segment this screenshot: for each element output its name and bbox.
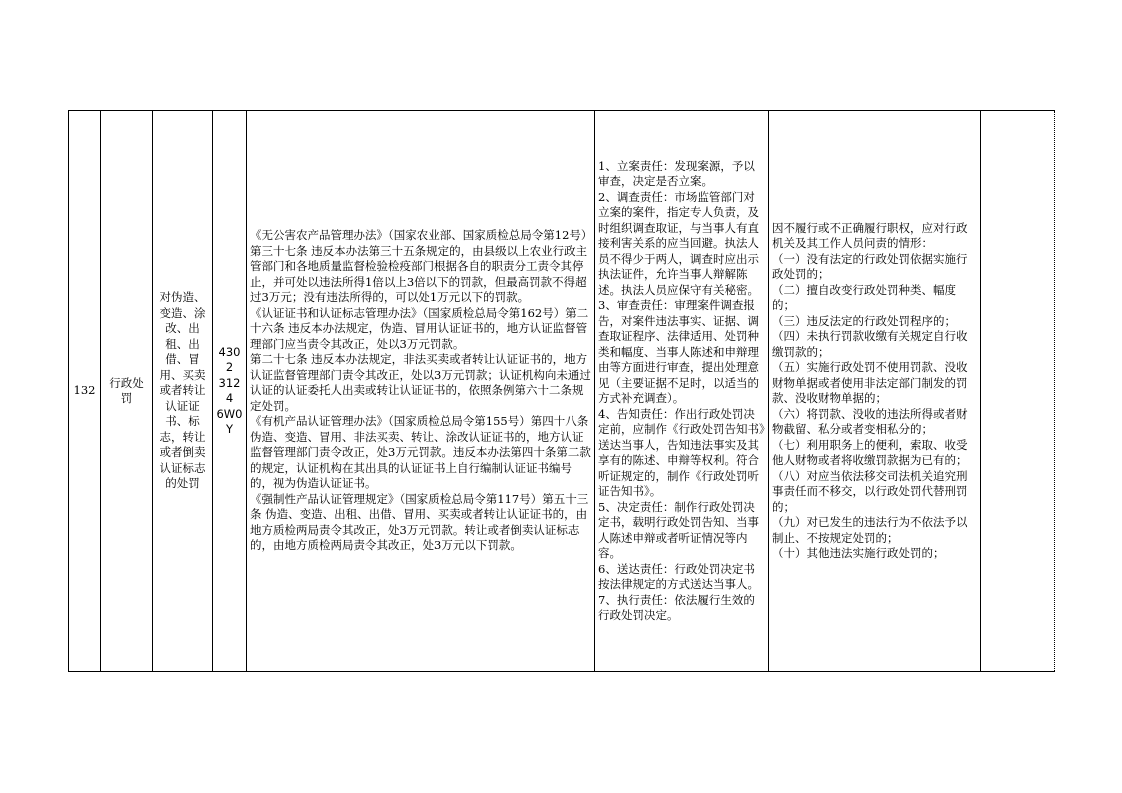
responsibility-item: 5、决定责任：制作行政处罚决定书，载明行政处罚告知、当事人陈述申辩或者听证情况等内容。	[598, 499, 759, 560]
accountability-item: （四）未执行罚款收缴有关规定自行收缴罚款的；	[772, 329, 968, 359]
accountability-item: （十）其他违法实施行政处罚的；	[772, 546, 945, 560]
accountability-item: （九）对已发生的违法行为不依法予以制止、不按规定处罚的；	[772, 515, 968, 545]
legal-basis-paragraph: 《无公害农产品管理办法》（国家农业部、国家质检总局令第12号）第三十七条 违反本办法第三十五条规定的，由县级以上农业行政主管部门和各地质量监督检验检疫部门根据各自的职责分工责令其停止，并可处以违法所得1倍以上3倍以下的罚款，但最高罚款不得超过3万元；没有违法所得的，可以处1万元以下的罚款。	[250, 228, 588, 305]
power-category: 行政处罚	[101, 111, 153, 672]
item-code	[213, 111, 247, 672]
item-code-line: 3124	[218, 375, 241, 405]
accountability-item: （一）没有法定的行政处罚依据实施行政处罚的；	[772, 251, 968, 281]
item-code-line: 4302	[218, 344, 241, 374]
responsibility-item: 3、审查责任：审理案件调查报告，对案件违法事实、证据、调查取证程序、法律适用、处罚种类和幅度、当事人陈述和申辩理由等方面进行审查，提出处理意见（主要证据不足时，以适当的方式补充调查）。	[598, 298, 759, 405]
remarks-cell	[981, 111, 1055, 672]
accountability-item: （二）擅自改变行政处罚种类、幅度的；	[772, 282, 956, 312]
responsibility-item: 6、送达责任：行政处罚决定书按法律规定的方式送达当事人。	[598, 561, 759, 591]
accountability-item: 因不履行或不正确履行职权，应对行政机关及其工作人员问责的情形：	[772, 220, 968, 250]
legal-basis-paragraph: 《强制性产品认证管理规定》（国家质检总局令第117号）第五十三条 伪造、变造、出租、出借、冒用、买卖或者转让认证证书的，由地方质检两局责令其改正，处3万元罚款。转让或者倒卖认证标志的，由地方质检两局责令其改正，处3万元以下罚款。	[250, 491, 589, 553]
responsibility-items	[595, 111, 769, 672]
item-name: 对伪造、变造、涂改、出租、出借、冒用、买卖或者转让认证证书、标志，转让或者倒卖认证标志的处罚	[153, 111, 213, 672]
legal-basis-paragraph: 第二十七条 违反本办法规定，非法买卖或者转让认证证书的，地方认证监督管理部门责令其改正，处以3万元罚款；认证机构向未通过认证的认证委托人出卖或转让认证证书的，依照条例第六十二条规定处罚。	[250, 352, 591, 413]
accountability-item: （六）将罚款、没收的违法所得或者财物截留、私分或者变相私分的；	[772, 406, 968, 436]
legal-basis-paragraph: 《有机产品认证管理办法》（国家质检总局令第155号）第四十八条 伪造、变造、冒用、非法买卖、转让、涂改认证证书的，地方认证监督管理部门责令改正，处3万元罚款。违反本办法第四十条第二款的规定，认证机构在其出具的认证证书上自行编制认证证书编号的，视为伪造认证证书。	[250, 414, 591, 491]
power-list-table	[68, 110, 1055, 672]
legal-basis	[247, 111, 595, 672]
accountability-item: （五）实施行政处罚不使用罚款、没收财物单据或者使用非法定部门制发的罚款、没收财物单据的；	[772, 360, 968, 405]
responsibility-item: 1、立案责任：发现案源，予以审查，决定是否立案。	[598, 158, 755, 188]
table-row	[69, 111, 1055, 672]
row-number: 132	[69, 111, 101, 672]
item-code-line: Y	[225, 422, 234, 436]
accountability-item: （三）违反法定的行政处罚程序的；	[772, 313, 956, 328]
responsibility-item: 7、执行责任：依法履行生效的行政处罚决定。	[598, 592, 755, 622]
accountability-item: （八）对应当依法移交司法机关追究刑事责任而不移交，以行政处罚代替刑罚的；	[772, 468, 968, 514]
responsibility-item: 2、调查责任：市场监管部门对立案的案件，指定专人负责，及时组织调查取证，与当事人有直接利害关系的应当回避。执法人员不得少于两人，调查时应出示执法证件，允许当事人辩解陈述。执法人员应保守有关秘密。	[598, 189, 759, 297]
accountability-cases	[769, 111, 981, 672]
responsibility-item: 4、告知责任：作出行政处罚决定前，应制作《行政处罚告知书》送达当事人，告知违法事实及其享有的陈述、申辩等权利。符合听证规定的，制作《行政处罚听证告知书》。	[598, 406, 765, 498]
accountability-item: （七）利用职务上的便利，索取、收受他人财物或者将收缴罚款据为已有的；	[772, 437, 968, 467]
item-code-line: 6W0	[216, 406, 243, 421]
legal-basis-paragraph: 《认证证书和认证标志管理办法》（国家质检总局令第162号）第二十六条 违反本办法规定，伪造、冒用认证证书的，地方认证监督管理部门应当责令其改正，处以3万元罚款。	[250, 305, 589, 351]
